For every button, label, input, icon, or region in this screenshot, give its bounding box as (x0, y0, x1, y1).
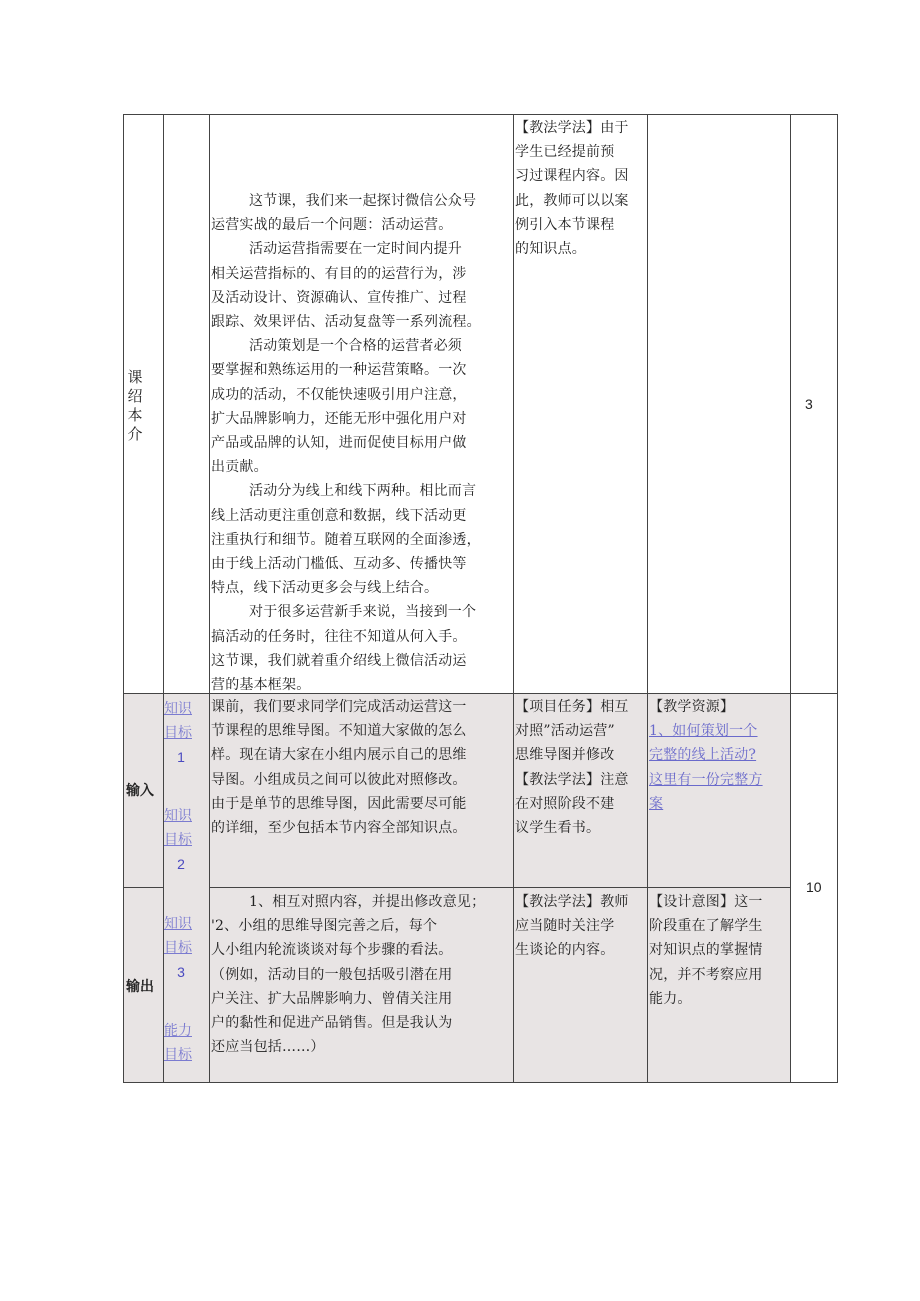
row3-method-line: 应当随时关注学 (515, 918, 615, 935)
resource-title: 【教学资源】 (649, 699, 735, 715)
row3-design-line: 能力。 (649, 990, 692, 1007)
shared-time: 10 (806, 879, 822, 895)
row2-method-line: 思维导图并修改 (515, 747, 615, 764)
row3-design-line: 对知识点的掌握情 (649, 942, 763, 959)
row1-content (211, 189, 481, 697)
row1-content-line: 营的基本框架。 (211, 677, 311, 694)
objective-2-link-b[interactable]: 目标 (164, 832, 192, 848)
objective-2-link-a[interactable]: 知识 (164, 808, 192, 824)
row2-content (211, 695, 467, 840)
row1-method-line: 【教法学法】由于 (515, 120, 629, 136)
row1-content-line: 运营实战的最后一个问题：活动运营。 (211, 217, 453, 234)
row2-content-line: 的详细，至少包括本节内容全部知识点。 (211, 820, 467, 837)
objective-1-link-b[interactable]: 目标 (164, 725, 192, 741)
objective-1-link-a[interactable]: 知识 (164, 701, 192, 717)
row1-content-line: 扩大品牌影响力，还能无形中强化用户对 (211, 410, 467, 427)
row1-content-line: 注重执行和细节。随着互联网的全面渗透， (211, 531, 481, 548)
row3-content-line: '2、小组的思维导图完善之后，每个 (211, 918, 438, 935)
row1-method-line: 学生已经提前预 (515, 144, 615, 161)
row3-content-line: 户的黏性和促进产品销售。但是我认为 (211, 1015, 453, 1032)
row1-time-cell (790, 114, 838, 694)
row1-method-line: 例引入本节课程 (515, 216, 615, 233)
row1-method-line: 此，教师可以以案 (515, 192, 629, 209)
row3-method-line: 【教法学法】教师 (515, 894, 629, 910)
objective-1-number: 1 (177, 749, 185, 765)
row2-method-line: 对照”活动运营” (515, 723, 615, 740)
row2-method-line: 【教法学法】注意 (515, 771, 629, 788)
resource-link[interactable] (649, 719, 763, 816)
row1-time: 3 (805, 396, 813, 412)
row1-content-line: 活动策划是一个合格的运营者必须 (249, 338, 462, 355)
resource-link-line[interactable]: 案 (649, 795, 664, 812)
row2-method-line: 议学生看书。 (515, 820, 601, 837)
row3-design-line: 【设计意图】这一 (649, 894, 763, 910)
row2-resource (649, 695, 763, 816)
row3-design (649, 890, 763, 1011)
row1-content-line: 活动分为线上和线下两种。相比而言 (249, 483, 477, 500)
row3-content-line: 人小组内轮流谈谈对每个步骤的看法。 (211, 942, 453, 959)
row1-content-line: 产品或品牌的认知，进而促使目标用户做 (211, 435, 467, 452)
row1-content-line: 跟踪、效果评估、活动复盘等一系列流程。 (211, 314, 481, 331)
row2-content-line: 课前，我们要求同学们完成活动运营这一 (211, 699, 467, 715)
objective-2-number: 2 (177, 856, 185, 872)
row1-content-line: 活动运营指需要在一定时间内提升 (249, 241, 462, 258)
row3-method-line: 生谈论的内容。 (515, 942, 615, 959)
row2-method-line: 【项目任务】相互 (515, 699, 629, 715)
row1-content-line: 要掌握和熟练运用的一种运营策略。一次 (211, 362, 467, 379)
row1-method-line: 习过课程内容。因 (515, 168, 629, 185)
resource-link-line[interactable]: 1、如何策划一个 (649, 723, 758, 740)
objective-3-link-b[interactable]: 目标 (164, 940, 192, 956)
row1-content-line: 这节课，我们来一起探讨微信公众号 (249, 193, 477, 209)
row1-content-line: 相关运营指标的、有目的的运营行为，涉 (211, 265, 467, 282)
resource-link-line[interactable]: 完整的线上活动? (649, 747, 757, 764)
row2-content-line: 节课程的思维导图。不知道大家做的怎么 (211, 723, 467, 740)
row3-design-line: 况，并不考察应用 (649, 966, 763, 983)
objective-3-link-a[interactable]: 知识 (164, 916, 192, 932)
row1-objective-cell (163, 114, 210, 694)
objective-1 (164, 697, 198, 769)
row1-content-line: 成功的活动，不仅能快速吸引用户注意， (211, 386, 467, 403)
row3-content (211, 890, 485, 1059)
row1-content-line: 出贡献。 (211, 459, 268, 476)
row3-content-line: 1、相互对照内容，并提出修改意见； (249, 894, 486, 910)
row3-label: 输出 (126, 979, 154, 995)
row1-label: 课绍本介 (127, 368, 143, 443)
row1-content-line: 搞活动的任务时，往往不知道从何入手。 (211, 628, 467, 645)
objective-2 (164, 804, 198, 876)
row1-content-line: 线上活动更注重创意和数据，线下活动更 (211, 507, 467, 524)
row1-content-line: 特点，线下活动更多会与线上结合。 (211, 580, 439, 597)
objective-4 (164, 1019, 198, 1067)
row1-content-line: 这节课，我们就着重介绍线上微信活动运 (211, 652, 467, 669)
row1-method (515, 116, 629, 261)
row3-content-line: （例如，活动目的一般包括吸引潜在用 (211, 966, 453, 983)
row2-content-line: 导图。小组成员之间可以彼此对照修改。 (211, 771, 467, 788)
row3-design-line: 阶段重在了解学生 (649, 918, 763, 935)
objective-3 (164, 912, 198, 984)
row3-content-line: 还应当包括……） (211, 1039, 325, 1056)
row1-resource-cell (647, 114, 791, 694)
row1-content-line: 由于线上活动门槛低、互动多、传播快等 (211, 556, 467, 573)
row1-content-line: 对于很多运营新手来说，当接到一个 (249, 604, 477, 621)
objective-4-link-a[interactable]: 能力 (164, 1023, 192, 1039)
row2-label: 输入 (126, 783, 154, 799)
row2-method-line: 在对照阶段不建 (515, 795, 615, 812)
row1-content-line: 及活动设计、资源确认、宣传推广、过程 (211, 289, 467, 306)
row2-content-line: 由于是单节的思维导图，因此需要尽可能 (211, 795, 467, 812)
resource-link-line[interactable]: 这里有一份完整方 (649, 771, 763, 788)
row3-content-line: 户关注、扩大品牌影响力、曾倩关注用 (211, 990, 453, 1007)
row3-method (515, 890, 629, 963)
row2-content-line: 样。现在请大家在小组内展示自己的思维 (211, 747, 467, 764)
objective-4-link-b[interactable]: 目标 (164, 1047, 192, 1063)
objective-3-number: 3 (177, 964, 185, 980)
row1-method-line: 的知识点。 (515, 241, 586, 258)
row2-method (515, 695, 629, 840)
